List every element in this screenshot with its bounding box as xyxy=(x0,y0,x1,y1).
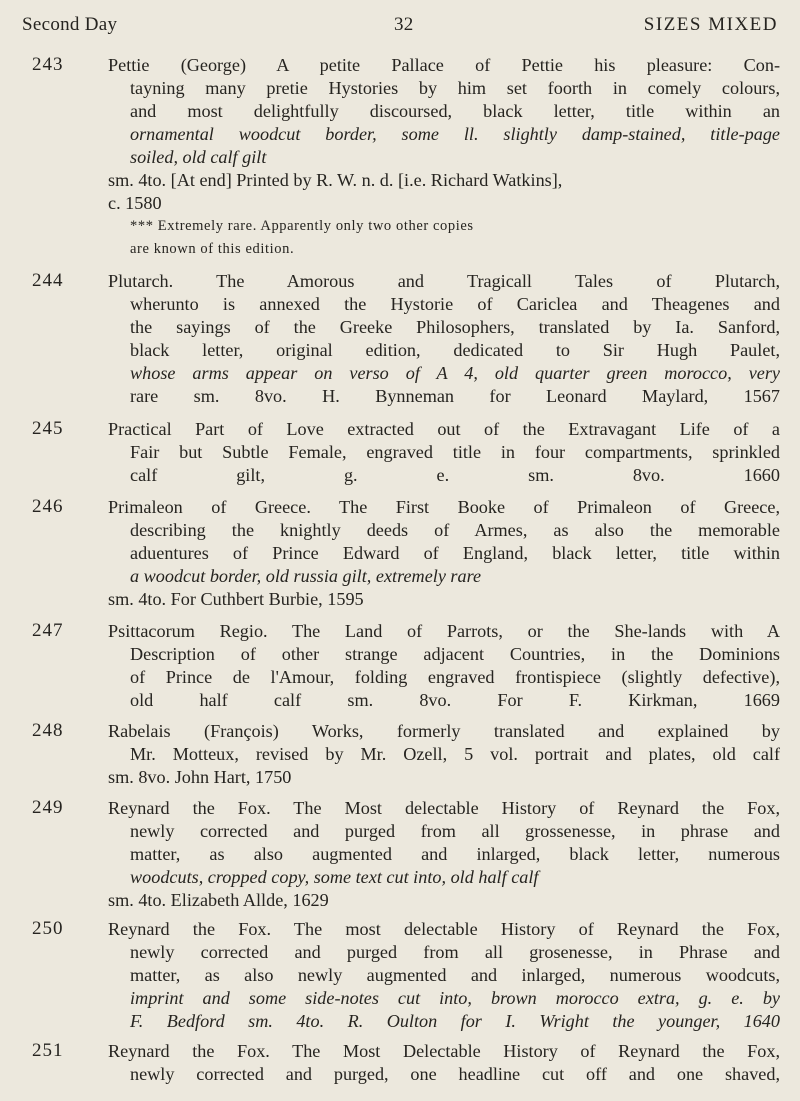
lot-number: 243 xyxy=(32,54,64,75)
desc-line: Practical Part of Love extracted out of the Extravagant Life of a xyxy=(108,419,780,439)
lot-number: 245 xyxy=(32,418,64,439)
desc-line: matter, as also newly augmented and inlarged, numerous woodcuts, xyxy=(130,965,780,985)
lot-description xyxy=(108,797,780,912)
desc-line: wherunto is annexed the Hystorie of Cariclea and Theagenes and xyxy=(130,294,780,314)
desc-line: a woodcut border, old russia gilt, extremely rare xyxy=(130,566,482,586)
desc-line: newly corrected and purged, one headline cut off and one shaved, xyxy=(130,1064,780,1084)
desc-line: sm. 4to. For Cuthbert Burbie, 1595 xyxy=(108,589,364,609)
desc-line: calf gilt, g. e. sm. 8vo. 1660 xyxy=(130,465,780,485)
lot-description xyxy=(108,496,780,611)
lot-number: 247 xyxy=(32,620,64,641)
desc-line: Primaleon of Greece. The First Booke of Primaleon of Greece, xyxy=(108,497,780,517)
lot-description xyxy=(108,54,780,261)
lot-number: 244 xyxy=(32,270,64,291)
desc-line: whose arms appear on verso of A 4, old quarter green morocco, very xyxy=(130,363,780,383)
lot-description xyxy=(108,418,780,487)
lot-number: 249 xyxy=(32,797,64,818)
desc-line: Plutarch. The Amorous and Tragicall Tales of Plutarch, xyxy=(108,271,780,291)
desc-line: rare sm. 8vo. H. Bynneman for Leonard Maylard, 1567 xyxy=(130,386,780,406)
desc-line: Fair but Subtle Female, engraved title in four compartments, sprinkled xyxy=(130,442,780,462)
desc-line: woodcuts, cropped copy, some text cut into, old half calf xyxy=(130,867,539,887)
page-number: 32 xyxy=(394,14,414,35)
lot-description xyxy=(108,270,780,408)
desc-line: soiled, old calf gilt xyxy=(130,147,267,167)
desc-line: the sayings of the Greeke Philosophers, translated by Ia. Sanford, xyxy=(130,317,780,337)
desc-line: sm. 8vo. John Hart, 1750 xyxy=(108,767,292,787)
desc-line: describing the knightly deeds of Armes, as also the memorable xyxy=(130,520,780,540)
desc-line: aduentures of Prince Edward of England, black letter, title within xyxy=(130,543,780,563)
desc-note: are known of this edition. xyxy=(130,241,295,257)
desc-line: tayning many pretie Hystories by him set foorth in comely colours, xyxy=(130,78,780,98)
desc-line: sm. 4to. Elizabeth Allde, 1629 xyxy=(108,890,329,910)
page-header xyxy=(22,14,778,44)
desc-line: Reynard the Fox. The most delectable History of Reynard the Fox, xyxy=(108,919,780,939)
desc-line: Reynard the Fox. The Most delectable History of Reynard the Fox, xyxy=(108,798,780,818)
desc-line: F. Bedford sm. 4to. R. Oulton for I. Wright the younger, 1640 xyxy=(130,1011,780,1031)
desc-line: newly corrected and purged from all grossenesse, in phrase and xyxy=(130,821,780,841)
desc-line: c. 1580 xyxy=(108,193,162,213)
lot-number: 251 xyxy=(32,1040,64,1061)
lot-description xyxy=(108,918,780,1033)
desc-line: Mr. Motteux, revised by Mr. Ozell, 5 vol. portrait and plates, old calf xyxy=(130,744,780,764)
lot-description xyxy=(108,1040,780,1086)
desc-line: black letter, original edition, dedicated to Sir Hugh Paulet, xyxy=(130,340,780,360)
lot-number: 250 xyxy=(32,918,64,939)
desc-line: old half calf sm. 8vo. For F. Kirkman, 1669 xyxy=(130,690,780,710)
lot-number: 246 xyxy=(32,496,64,517)
desc-line: matter, as also augmented and inlarged, black letter, numerous xyxy=(130,844,780,864)
desc-line: Psittacorum Regio. The Land of Parrots, or the She-lands with A xyxy=(108,621,780,641)
header-sale-day: Second Day xyxy=(22,14,118,35)
desc-note: *** Extremely rare. Apparently only two other copies xyxy=(130,218,474,234)
desc-line: newly corrected and purged from all grosenesse, in Phrase and xyxy=(130,942,780,962)
desc-line: of Prince de l'Amour, folding engraved frontispiece (slightly defective), xyxy=(130,667,780,687)
desc-line: ornamental woodcut border, some ll. slightly damp-stained, title-page xyxy=(130,124,780,144)
desc-line: Rabelais (François) Works, formerly translated and explained by xyxy=(108,721,780,741)
desc-line: Pettie (George) A petite Pallace of Pettie his pleasure: Con- xyxy=(108,55,780,75)
desc-line: and most delightfully discoursed, black letter, title within an xyxy=(130,101,780,121)
header-section: SIZES MIXED xyxy=(643,14,778,35)
desc-line: Description of other strange adjacent Countries, in the Dominions xyxy=(130,644,780,664)
desc-line: Reynard the Fox. The Most Delectable History of Reynard the Fox, xyxy=(108,1041,780,1061)
desc-line: imprint and some side-notes cut into, brown morocco extra, g. e. by xyxy=(130,988,780,1008)
desc-line: sm. 4to. [At end] Printed by R. W. n. d. [i.e. Richard Watkins], xyxy=(108,170,563,190)
lot-number: 248 xyxy=(32,720,64,741)
lot-description xyxy=(108,620,780,712)
lot-description xyxy=(108,720,780,789)
